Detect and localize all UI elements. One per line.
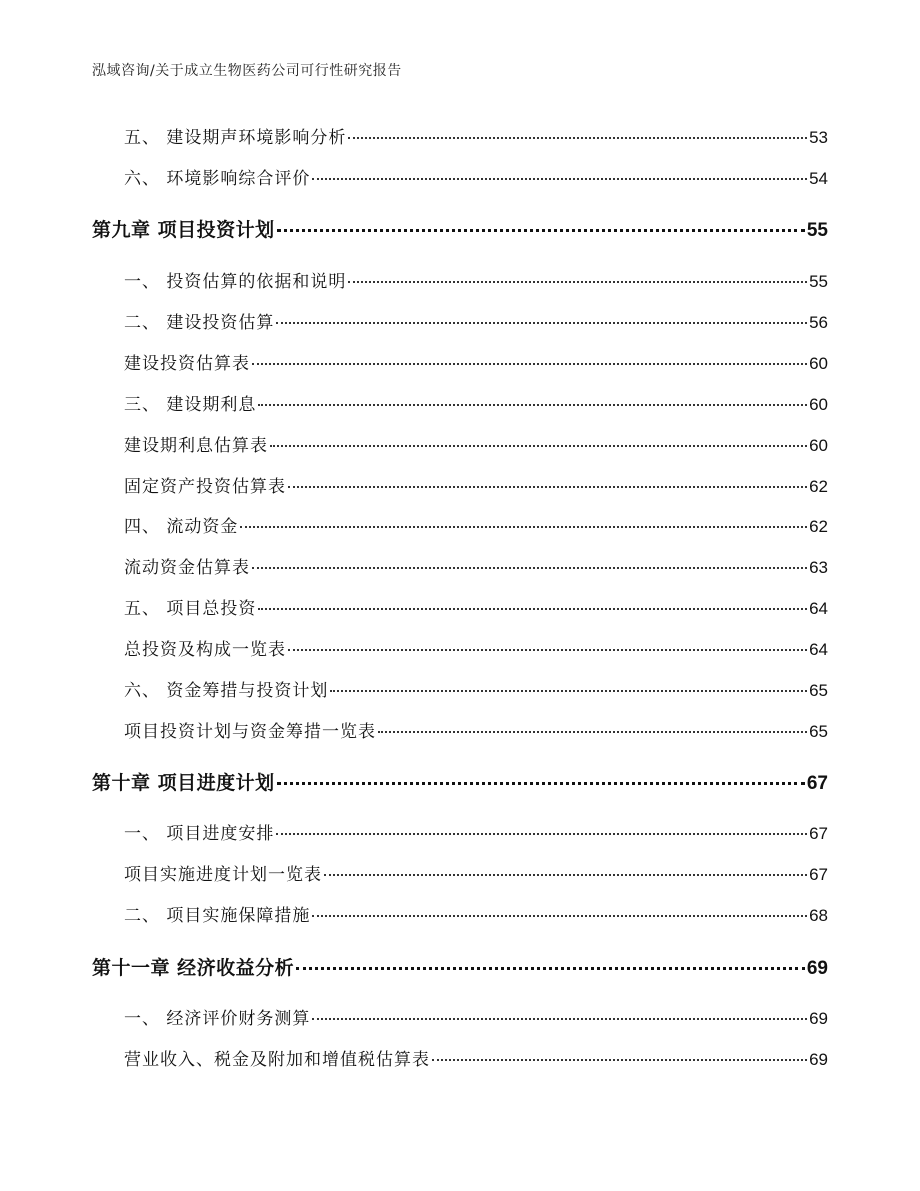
toc-entry-page: 55 <box>809 272 828 291</box>
toc-entry[interactable] <box>124 267 828 292</box>
toc-leader-dots <box>348 281 807 283</box>
toc-entry-label: 流动资金估算表 <box>124 558 250 578</box>
toc-leader-dots <box>288 649 807 651</box>
toc-entry[interactable] <box>124 431 828 456</box>
toc-entry[interactable] <box>124 308 828 333</box>
toc-leader-dots <box>258 404 807 406</box>
toc-entry[interactable] <box>124 635 828 660</box>
toc-entry[interactable] <box>124 717 828 742</box>
toc-leader-dots <box>276 322 807 324</box>
toc-entry-label: 六、 环境影响综合评价 <box>124 169 311 189</box>
toc-chapter-label: 第九章 项目投资计划 <box>92 219 275 241</box>
toc-leader-dots <box>296 967 805 970</box>
toc-leader-dots <box>432 1059 807 1061</box>
toc-leader-dots <box>312 915 807 917</box>
toc-entry-label: 建设期利息估算表 <box>124 436 268 456</box>
toc-leader-dots <box>270 445 807 447</box>
toc-entry[interactable] <box>124 472 828 497</box>
toc-entry-page: 65 <box>809 722 828 741</box>
toc-leader-dots <box>312 1018 807 1020</box>
toc-chapter-entry[interactable] <box>92 215 828 242</box>
toc-entry-page: 69 <box>809 1050 828 1069</box>
toc-entry-page: 54 <box>809 169 828 188</box>
toc-entry[interactable] <box>124 1004 828 1029</box>
toc-entry-label: 二、 建设投资估算 <box>124 313 275 333</box>
toc-entry[interactable] <box>124 512 828 537</box>
toc-chapter-entry[interactable] <box>92 768 828 795</box>
toc-leader-dots <box>288 486 807 488</box>
toc-entry-page: 64 <box>809 599 828 618</box>
toc-leader-dots <box>378 731 807 733</box>
toc-leader-dots <box>276 833 807 835</box>
toc-entry-label: 二、 项目实施保障措施 <box>124 906 311 926</box>
toc-entry-label: 一、 投资估算的依据和说明 <box>124 272 347 292</box>
toc-entry[interactable] <box>124 164 828 189</box>
toc-leader-dots <box>277 782 805 785</box>
toc-entry[interactable] <box>124 123 828 148</box>
toc-entry-page: 69 <box>809 1009 828 1028</box>
toc-entry[interactable] <box>124 860 828 885</box>
toc-leader-dots <box>312 178 807 180</box>
toc-entry[interactable] <box>124 1045 828 1070</box>
toc-entry-label: 三、 建设期利息 <box>124 395 257 415</box>
toc-entry[interactable] <box>124 901 828 926</box>
toc-entry-label: 一、 经济评价财务测算 <box>124 1009 311 1029</box>
toc-leader-dots <box>324 874 807 876</box>
toc-chapter-label: 第十章 项目进度计划 <box>92 772 275 794</box>
toc-entry-label: 营业收入、税金及附加和增值税估算表 <box>124 1050 430 1070</box>
toc-entry[interactable] <box>124 676 828 701</box>
toc-entry-label: 固定资产投资估算表 <box>124 477 286 497</box>
toc-leader-dots <box>252 363 807 365</box>
toc-entry[interactable] <box>124 594 828 619</box>
running-header: 泓域咨询/关于成立生物医药公司可行性研究报告 <box>92 63 402 79</box>
toc-leader-dots <box>258 608 807 610</box>
toc-entry-page: 65 <box>809 681 828 700</box>
toc-entry-page: 64 <box>809 640 828 659</box>
toc-entry-page: 60 <box>809 436 828 455</box>
toc-chapter-page: 69 <box>806 958 828 979</box>
toc-chapter-page: 67 <box>806 773 828 794</box>
toc-leader-dots <box>240 526 807 528</box>
toc-entry-page: 53 <box>809 128 828 147</box>
toc-entry-page: 56 <box>809 313 828 332</box>
toc-entry-page: 63 <box>809 558 828 577</box>
toc-leader-dots <box>277 229 805 232</box>
toc-leader-dots <box>252 567 807 569</box>
toc-entry-label: 建设投资估算表 <box>124 354 250 374</box>
toc-entry[interactable] <box>124 390 828 415</box>
toc-entry-page: 68 <box>809 906 828 925</box>
toc-entry-page: 60 <box>809 395 828 414</box>
toc-leader-dots <box>348 137 807 139</box>
toc-leader-dots <box>330 690 807 692</box>
toc-entry-page: 62 <box>809 517 828 536</box>
toc-entry-page: 60 <box>809 354 828 373</box>
toc-entry-label: 项目实施进度计划一览表 <box>124 865 322 885</box>
toc-entry[interactable] <box>124 553 828 578</box>
toc-entry-label: 总投资及构成一览表 <box>124 640 286 660</box>
toc-entry-page: 62 <box>809 477 828 496</box>
toc-entry-page: 67 <box>809 824 828 843</box>
toc-chapter-label: 第十一章 经济收益分析 <box>92 957 295 979</box>
toc-chapter-page: 55 <box>806 220 828 241</box>
toc-entry-label: 六、 资金筹措与投资计划 <box>124 681 329 701</box>
toc-entry-label: 五、 项目总投资 <box>124 599 257 619</box>
toc-entry-label: 四、 流动资金 <box>124 517 239 537</box>
toc-entry-label: 项目投资计划与资金筹措一览表 <box>124 722 376 742</box>
toc-entry-page: 67 <box>809 865 828 884</box>
toc-entry-label: 一、 项目进度安排 <box>124 824 275 844</box>
toc-entry[interactable] <box>124 819 828 844</box>
toc-entry-label: 五、 建设期声环境影响分析 <box>124 128 347 148</box>
toc-chapter-entry[interactable] <box>92 953 828 980</box>
toc-entry[interactable] <box>124 349 828 374</box>
